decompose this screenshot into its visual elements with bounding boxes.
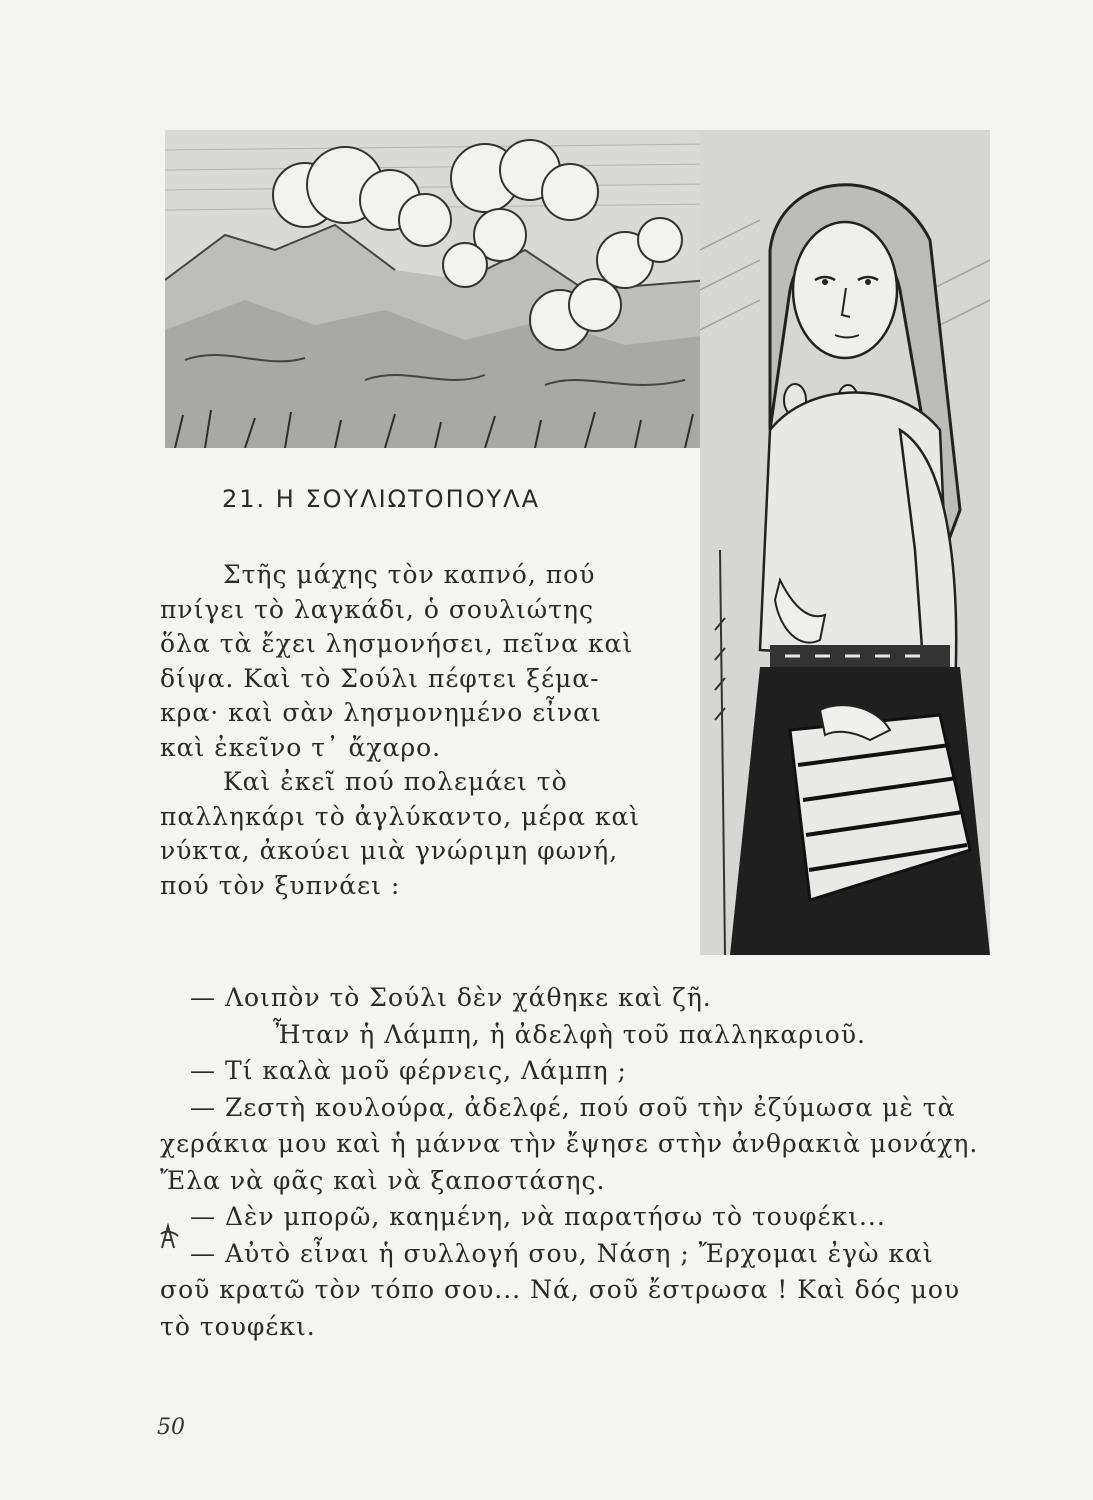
page-number: 50 [157,1415,185,1440]
text-line: Καὶ ἐκεῖ πού πολεμάει τὸ [223,767,568,796]
text-line: χεράκια μου καὶ ἡ μάννα τὴν ἔψησε στὴν ἀνθρακιὰ μονάχη. [160,1129,979,1158]
landscape-illustration [165,130,710,448]
text-line: — Ζεστὴ κουλούρα, ἀδελφέ, πού σοῦ τὴν ἐζύμωσα μὲ τὰ [190,1092,956,1122]
text-line: καὶ ἐκεῖνο τ᾽ ἄχαρο. [160,732,442,762]
dialogue-text-block [160,980,980,1345]
text-line: — Τί καλὰ μοῦ φέρνεις, Λάμπη ; [190,1056,627,1085]
landscape-woodcut-image [165,130,710,448]
text-line: Ἔλα νὰ φᾶς καὶ νὰ ξαποστάσης. [160,1165,606,1195]
text-line: κρα· καὶ σὰν λησμονημένο εἶναι [160,698,602,727]
text-line: πού τὸν ξυπνάει : [160,870,401,900]
chapter-title: 21. Η ΣΟΥΛΙΩΤΟΠΟΥΛΑ [222,485,541,513]
text-line: ὅλα τὰ ἔχει λησμονήσει, πεῖνα καὶ [160,629,634,658]
text-line: Στῆς μάχης τὸν καπνό, πού [223,560,596,589]
text-line: πνίγει τὸ λαγκάδι, ὁ σουλιώτης [160,594,594,624]
text-line: δίψα. Καὶ τὸ Σούλι πέφτει ξέμα- [160,663,600,693]
text-line: Ἦταν ἡ Λάμπη, ἡ ἀδελφὴ τοῦ παλληκαριοῦ. [273,1019,867,1049]
girl-woodcut-image [700,130,990,955]
text-line: — Δὲν μπορῶ, καημένη, νὰ παρατήσω τὸ τουφέκι... [190,1202,886,1231]
handwritten-margin-mark [158,1222,182,1252]
text-line: — Αὐτὸ εἶναι ἡ συλλογή σου, Νάση ; Ἔρχομαι ἐγὼ καὶ [190,1238,934,1268]
text-line: νύκτα, ἀκούει μιὰ γνώριμη φωνή, [160,836,619,865]
text-line: τὸ τουφέκι. [160,1311,316,1341]
text-line: σοῦ κρατῶ τὸν τόπο σου... Νά, σοῦ ἔστρωσα ! Καὶ δός μου [160,1275,961,1304]
narrow-text-block [160,558,680,903]
souliot-girl-illustration [700,130,990,955]
text-line: παλληκάρι τὸ ἀγλύκαντο, μέρα καὶ [160,801,641,831]
text-line: — Λοιπὸν τὸ Σούλι δὲν χάθηκε καὶ ζῆ. [190,983,712,1012]
